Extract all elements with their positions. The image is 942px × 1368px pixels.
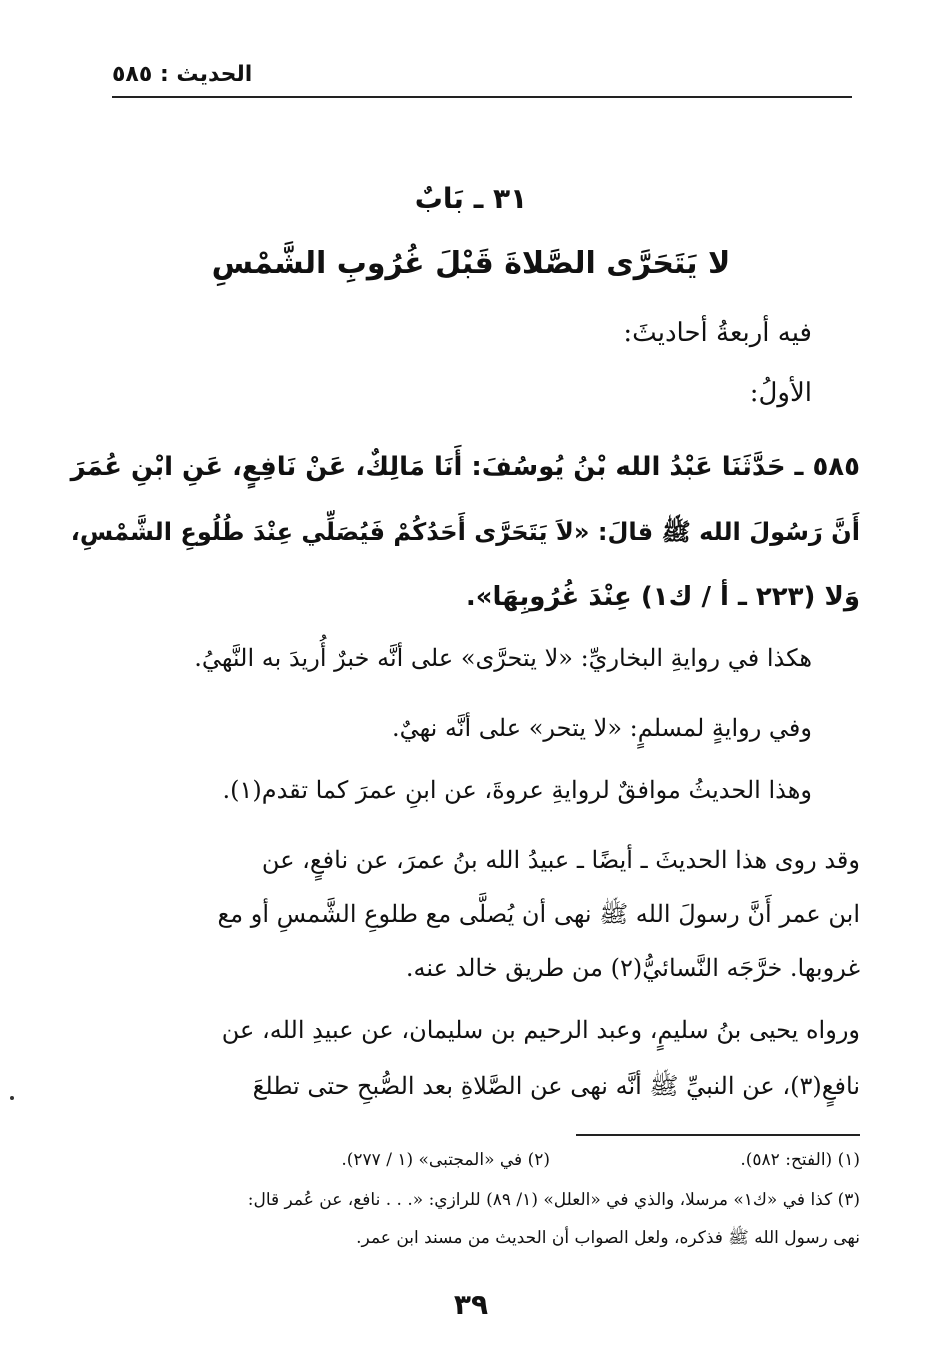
page-number: ٣٩ bbox=[453, 1288, 489, 1321]
hadith-line-3: وَلا (٢٢٣ ـ أ / ك١) عِنْدَ غُرُوبِهَا». bbox=[465, 582, 860, 612]
footnote-3-line-1: (٣) كذا في «ك١» مرسلا، والذي في «العلل» (١/ ٨٩) للرازي: «. . . نافع، عن عُمر قال: bbox=[247, 1190, 860, 1210]
footnote-rule bbox=[576, 1134, 860, 1136]
intro-line-1: فيه أربعةُ أحاديثَ: bbox=[623, 318, 812, 348]
commentary-paragraph-4-line-1: وقد روى هذا الحديثَ ـ أيضًا ـ عبيدُ الله بنُ عمرَ، عن نافعٍ، عن bbox=[261, 846, 860, 874]
chapter-number: ٣١ ـ بَابٌ bbox=[414, 182, 528, 215]
scan-speck bbox=[10, 1096, 14, 1100]
commentary-paragraph-5-line-1: ورواه يحيى بنُ سليمٍ، وعبد الرحيم بن سليمان، عن عبيدِ الله، عن bbox=[221, 1016, 860, 1044]
commentary-paragraph-3: وهذا الحديثُ موافقٌ لروايةِ عروةَ، عن ابنِ عمرَ كما تقدم(١). bbox=[222, 776, 812, 804]
commentary-paragraph-2: وفي روايةٍ لمسلمٍ: «لا يتحر» على أنَّه نهيٌ. bbox=[391, 714, 812, 742]
commentary-paragraph-5-line-2: نافعٍ(٣)، عن النبيِّ ﷺ أنَّه نهى عن الصَّلاةِ بعد الصُّبحِ حتى تطلعَ bbox=[252, 1072, 860, 1100]
intro-line-2: الأولُ: bbox=[749, 378, 812, 408]
chapter-title: لا يَتَحَرَّى الصَّلاةَ قَبْلَ غُرُوبِ الشَّمْسِ bbox=[211, 246, 731, 281]
footnote-1: (١) (الفتح: ٥٨٢). bbox=[740, 1150, 860, 1170]
footnote-3-line-2: نهى رسول الله ﷺ فذكره، ولعل الصواب أن الحديث من مسند ابن عمر. bbox=[356, 1228, 860, 1248]
footnote-2: (٢) في «المجتبى» (١ / ٢٧٧). bbox=[341, 1150, 550, 1170]
header-rule bbox=[112, 96, 852, 98]
running-header: الحديث : ٥٨٥ bbox=[112, 62, 253, 87]
commentary-paragraph-4-line-2: ابن عمر أَنَّ رسولَ الله ﷺ نهى أن يُصلَّى مع طلوعِ الشَّمسِ أو مع bbox=[217, 900, 860, 928]
commentary-paragraph-4-line-3: غروبها. خرَّجَه النَّسائيُّ(٢) من طريق خالد عنه. bbox=[405, 954, 860, 982]
commentary-paragraph-1: هكذا في روايةِ البخاريِّ: «لا يتحرَّى» على أنَّه خبرٌ أُريدَ به النَّهيُ. bbox=[194, 644, 812, 672]
hadith-line-2: أَنَّ رَسُولَ الله ﷺ قالَ: «لاَ يَتَحَرَّى أَحَدُكُمْ فَيُصَلِّي عِنْدَ طُلُوعِ الشَّمْسِ، bbox=[70, 518, 860, 546]
hadith-line-1: ٥٨٥ ـ حَدَّثَنَا عَبْدُ الله بْنُ يُوسُفَ: أَنَا مَالِكٌ، عَنْ نَافِعٍ، عَنِ ابْنِ عُمَرَ bbox=[70, 452, 860, 482]
